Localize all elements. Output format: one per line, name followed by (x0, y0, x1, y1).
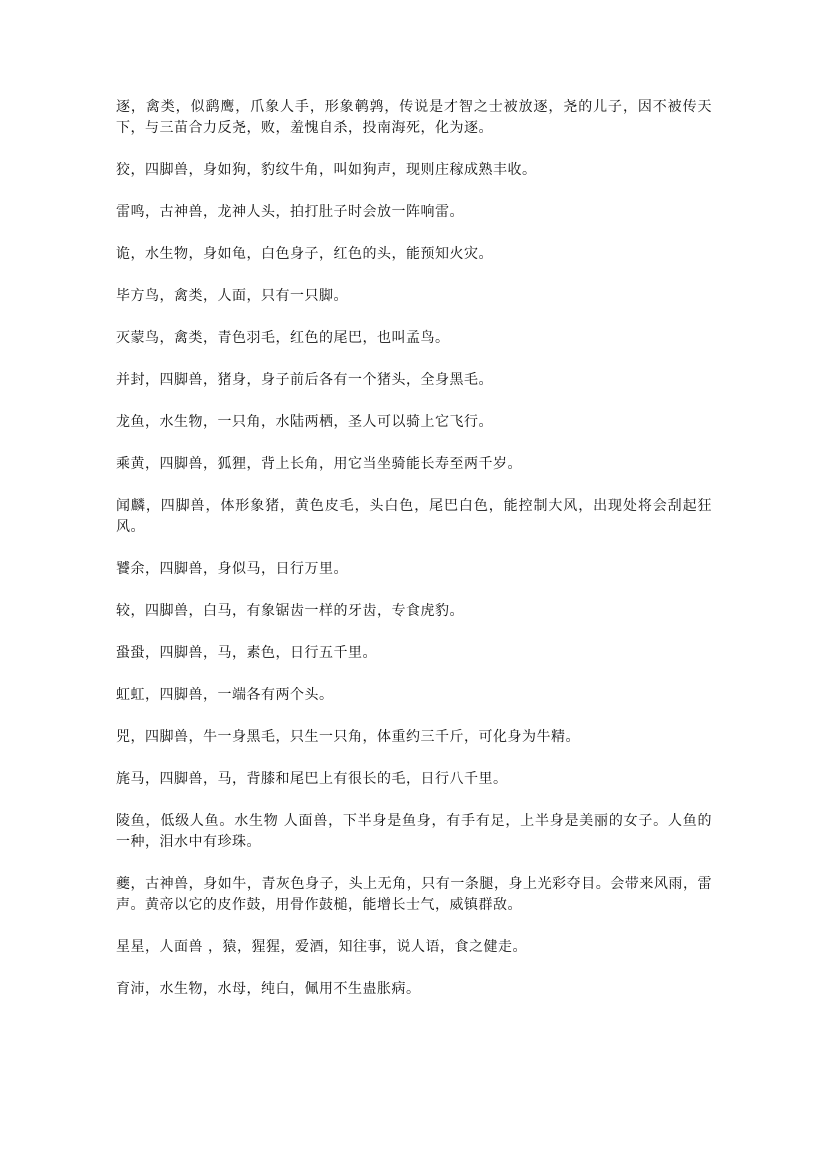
paragraph: 夔，古神兽，身如牛，青灰色身子，头上无角，只有一条腿，身上光彩夺目。会带来风雨，雷声。黄帝以它的皮作鼓，用骨作鼓槌，能增长士气，威镇群敌。 (116, 876, 712, 913)
paragraph: 育沛，水生物，水母，纯白，佩用不生蛊胀病。 (116, 981, 421, 997)
paragraph: 兕，四脚兽，牛一身黑毛，只生一只角，体重约三千斤，可化身为牛精。 (116, 729, 580, 745)
paragraph: 并封，四脚兽，猪身，身子前后各有一个猪头，全身黑毛。 (116, 372, 493, 388)
paragraph: 虹虹，四脚兽，一端各有两个头。 (116, 687, 334, 703)
paragraph: 狡，四脚兽，身如狗，豹纹牛角，叫如狗声，现则庄稼成熟丰收。 (116, 162, 537, 178)
paragraph: 诡，水生物，身如龟，白色身子，红色的头，能预知火灾。 (116, 246, 493, 262)
paragraph: 闻麟，四脚兽，体形象猪，黄色皮毛，头白色，尾巴白色，能控制大风，出现处将会刮起狂风。 (116, 498, 712, 535)
paragraph: 饕余，四脚兽，身似马，日行万里。 (116, 561, 348, 577)
paragraph: 灭蒙鸟，禽类，青色羽毛，红色的尾巴，也叫孟鸟。 (116, 330, 450, 346)
paragraph: 毕方鸟，禽类，人面，只有一只脚。 (116, 288, 348, 304)
document-page (116, 97, 712, 1021)
paragraph: 逐，禽类，似鹞鹰，爪象人手，形象鹌鹑，传说是才智之士被放逐，尧的儿子，因不被传天下，与三苗合力反尧，败，羞愧自杀，投南海死，化为逐。 (116, 99, 712, 136)
paragraph: 较，四脚兽，白马，有象锯齿一样的牙齿，专食虎豹。 (116, 603, 464, 619)
paragraph: 陵鱼，低级人鱼。水生物 人面兽，下半身是鱼身，有手有足，上半身是美丽的女子。人鱼的一种，泪水中有珍珠。 (116, 813, 712, 850)
paragraph: 星星，人面兽 ，猿，猩猩，爱酒，知往事，说人语，食之健走。 (116, 939, 527, 955)
paragraph: 蛩蛩，四脚兽，马，素色，日行五千里。 (116, 645, 377, 661)
paragraph: 雷鸣，古神兽，龙神人头，拍打肚子时会放一阵响雷。 (116, 204, 464, 220)
paragraph: 乘黄，四脚兽，狐狸，背上长角，用它当坐骑能长寿至两千岁。 (116, 456, 522, 472)
paragraph: 旄马，四脚兽，马，背膝和尾巴上有很长的毛，日行八千里。 (116, 771, 508, 787)
paragraph: 龙鱼，水生物，一只角，水陆两栖，圣人可以骑上它飞行。 (116, 414, 493, 430)
